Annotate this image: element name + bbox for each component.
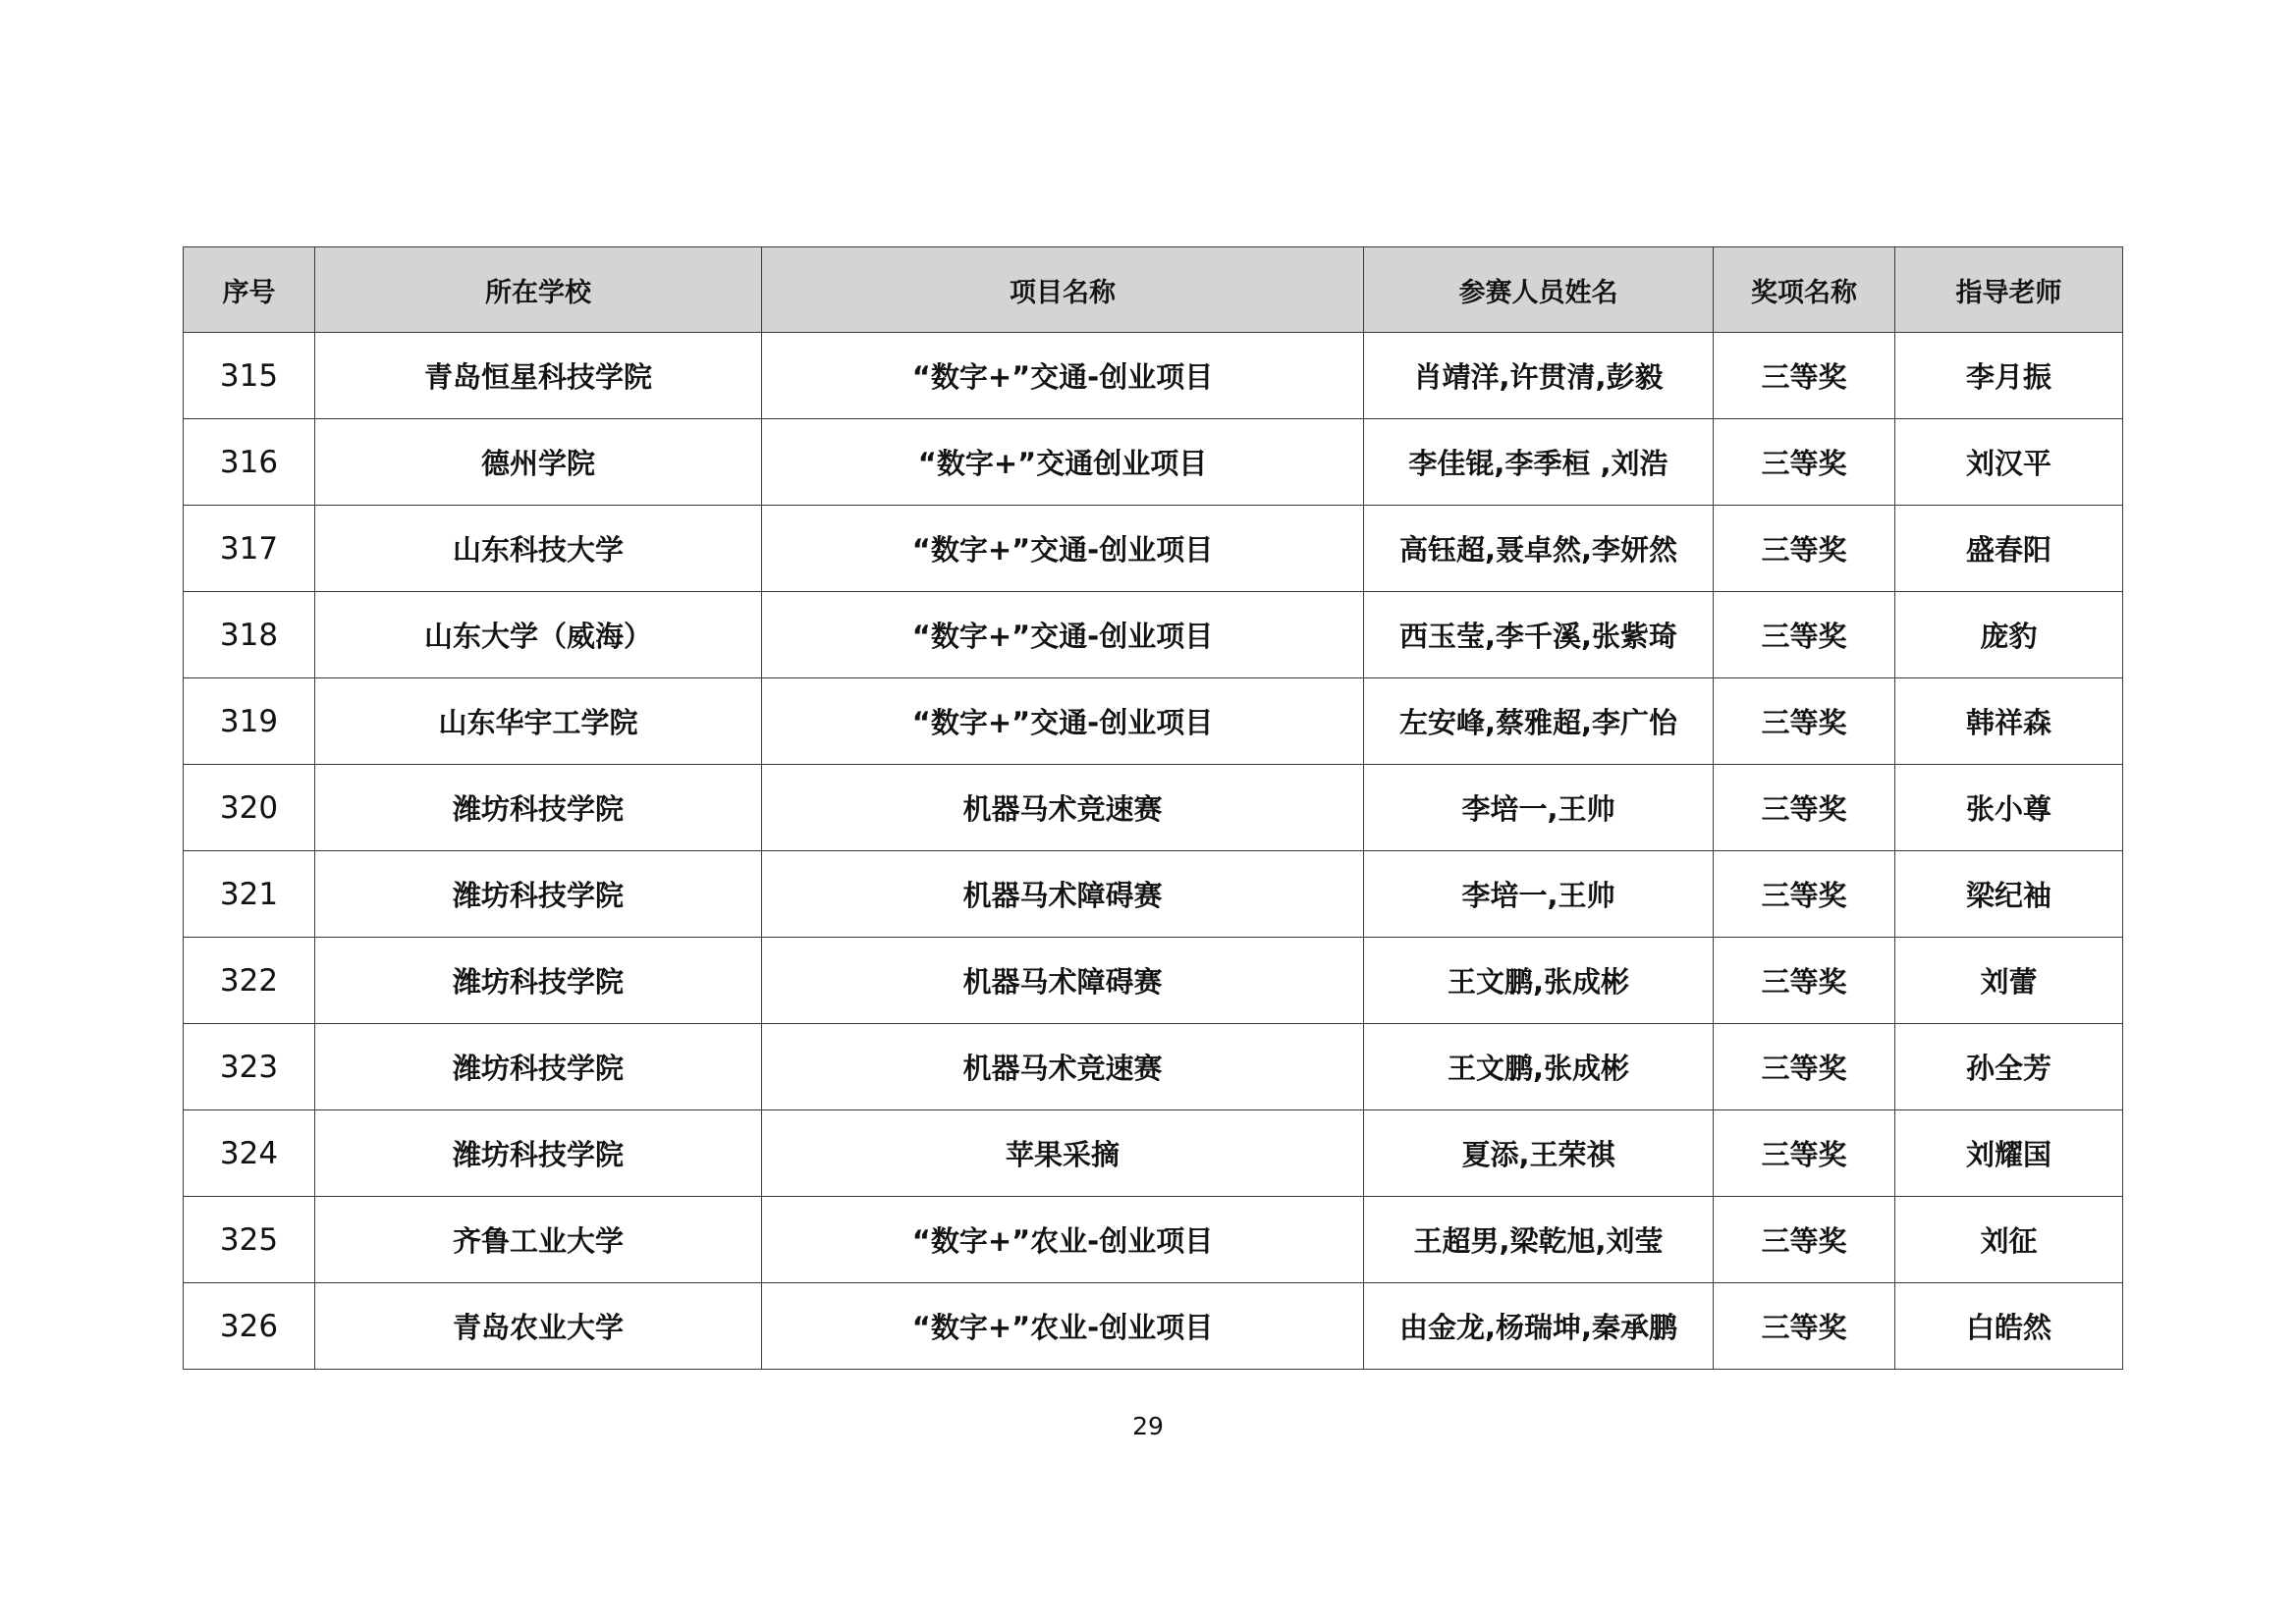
cell-school: 山东科技大学 (315, 506, 762, 592)
cell-advisor: 刘汉平 (1895, 419, 2123, 506)
cell-project-name: 机器马术竞速赛 (762, 765, 1364, 851)
cell-advisor: 刘征 (1895, 1197, 2123, 1283)
cell-award: 三等奖 (1714, 1024, 1895, 1110)
cell-advisor: 白皓然 (1895, 1283, 2123, 1370)
table-row (184, 938, 2123, 1024)
cell-serial-number: 319 (184, 678, 315, 765)
cell-award: 三等奖 (1714, 1197, 1895, 1283)
cell-serial-number: 320 (184, 765, 315, 851)
header-award: 奖项名称 (1714, 247, 1895, 333)
cell-school: 潍坊科技学院 (315, 851, 762, 938)
cell-project-name: “数字+”交通创业项目 (762, 419, 1364, 506)
cell-serial-number: 325 (184, 1197, 315, 1283)
table-row (184, 1197, 2123, 1283)
cell-school: 齐鲁工业大学 (315, 1197, 762, 1283)
cell-serial-number: 326 (184, 1283, 315, 1370)
cell-award: 三等奖 (1714, 851, 1895, 938)
cell-advisor: 孙全芳 (1895, 1024, 2123, 1110)
header-project-name: 项目名称 (762, 247, 1364, 333)
table-row (184, 506, 2123, 592)
cell-participants: 王文鹏,张成彬 (1364, 938, 1714, 1024)
cell-award: 三等奖 (1714, 765, 1895, 851)
cell-school: 潍坊科技学院 (315, 1024, 762, 1110)
cell-participants: 王文鹏,张成彬 (1364, 1024, 1714, 1110)
cell-award: 三等奖 (1714, 333, 1895, 419)
cell-school: 青岛恒星科技学院 (315, 333, 762, 419)
table-row (184, 678, 2123, 765)
table-row (184, 851, 2123, 938)
cell-participants: 夏添,王荣祺 (1364, 1110, 1714, 1197)
header-row (184, 247, 2123, 333)
cell-award: 三等奖 (1714, 678, 1895, 765)
table-row (184, 765, 2123, 851)
header-advisor: 指导老师 (1895, 247, 2123, 333)
cell-project-name: “数字+”交通-创业项目 (762, 506, 1364, 592)
cell-advisor: 盛春阳 (1895, 506, 2123, 592)
cell-advisor: 梁纪袖 (1895, 851, 2123, 938)
cell-school: 潍坊科技学院 (315, 765, 762, 851)
cell-award: 三等奖 (1714, 938, 1895, 1024)
cell-serial-number: 321 (184, 851, 315, 938)
cell-advisor: 庞豹 (1895, 592, 2123, 678)
cell-project-name: “数字+”交通-创业项目 (762, 333, 1364, 419)
cell-participants: 由金龙,杨瑞坤,秦承鹏 (1364, 1283, 1714, 1370)
page-number: 29 (1132, 1412, 1164, 1440)
cell-project-name: 机器马术障碍赛 (762, 938, 1364, 1024)
cell-award: 三等奖 (1714, 1283, 1895, 1370)
header-serial-number: 序号 (184, 247, 315, 333)
cell-school: 潍坊科技学院 (315, 1110, 762, 1197)
cell-serial-number: 323 (184, 1024, 315, 1110)
cell-participants: 高钰超,聂卓然,李妍然 (1364, 506, 1714, 592)
header-participants: 参赛人员姓名 (1364, 247, 1714, 333)
cell-project-name: 机器马术竞速赛 (762, 1024, 1364, 1110)
table-row (184, 333, 2123, 419)
cell-serial-number: 324 (184, 1110, 315, 1197)
cell-participants: 李培一,王帅 (1364, 851, 1714, 938)
cell-advisor: 刘蕾 (1895, 938, 2123, 1024)
cell-participants: 西玉莹,李千溪,张紫琦 (1364, 592, 1714, 678)
award-table (183, 246, 2123, 1370)
table-body (184, 333, 2123, 1370)
table-row (184, 592, 2123, 678)
cell-award: 三等奖 (1714, 419, 1895, 506)
cell-advisor: 李月振 (1895, 333, 2123, 419)
cell-school: 德州学院 (315, 419, 762, 506)
cell-serial-number: 315 (184, 333, 315, 419)
table-header (184, 247, 2123, 333)
cell-project-name: 苹果采摘 (762, 1110, 1364, 1197)
table-row (184, 1024, 2123, 1110)
cell-school: 潍坊科技学院 (315, 938, 762, 1024)
cell-project-name: “数字+”农业-创业项目 (762, 1283, 1364, 1370)
cell-project-name: “数字+”交通-创业项目 (762, 678, 1364, 765)
cell-serial-number: 316 (184, 419, 315, 506)
cell-project-name: “数字+”交通-创业项目 (762, 592, 1364, 678)
cell-school: 山东华宇工学院 (315, 678, 762, 765)
cell-participants: 左安峰,蔡雅超,李广怡 (1364, 678, 1714, 765)
cell-advisor: 韩祥森 (1895, 678, 2123, 765)
cell-participants: 王超男,梁乾旭,刘莹 (1364, 1197, 1714, 1283)
table-row (184, 1110, 2123, 1197)
header-school: 所在学校 (315, 247, 762, 333)
cell-school: 山东大学（威海） (315, 592, 762, 678)
cell-advisor: 张小尊 (1895, 765, 2123, 851)
cell-participants: 李佳锟,李季桓 ,刘浩 (1364, 419, 1714, 506)
cell-participants: 李培一,王帅 (1364, 765, 1714, 851)
cell-project-name: 机器马术障碍赛 (762, 851, 1364, 938)
cell-advisor: 刘耀国 (1895, 1110, 2123, 1197)
cell-award: 三等奖 (1714, 506, 1895, 592)
cell-award: 三等奖 (1714, 1110, 1895, 1197)
cell-serial-number: 317 (184, 506, 315, 592)
table-row (184, 1283, 2123, 1370)
cell-project-name: “数字+”农业-创业项目 (762, 1197, 1364, 1283)
table-row (184, 419, 2123, 506)
cell-school: 青岛农业大学 (315, 1283, 762, 1370)
cell-serial-number: 322 (184, 938, 315, 1024)
cell-serial-number: 318 (184, 592, 315, 678)
cell-participants: 肖靖洋,许贯清,彭毅 (1364, 333, 1714, 419)
cell-award: 三等奖 (1714, 592, 1895, 678)
